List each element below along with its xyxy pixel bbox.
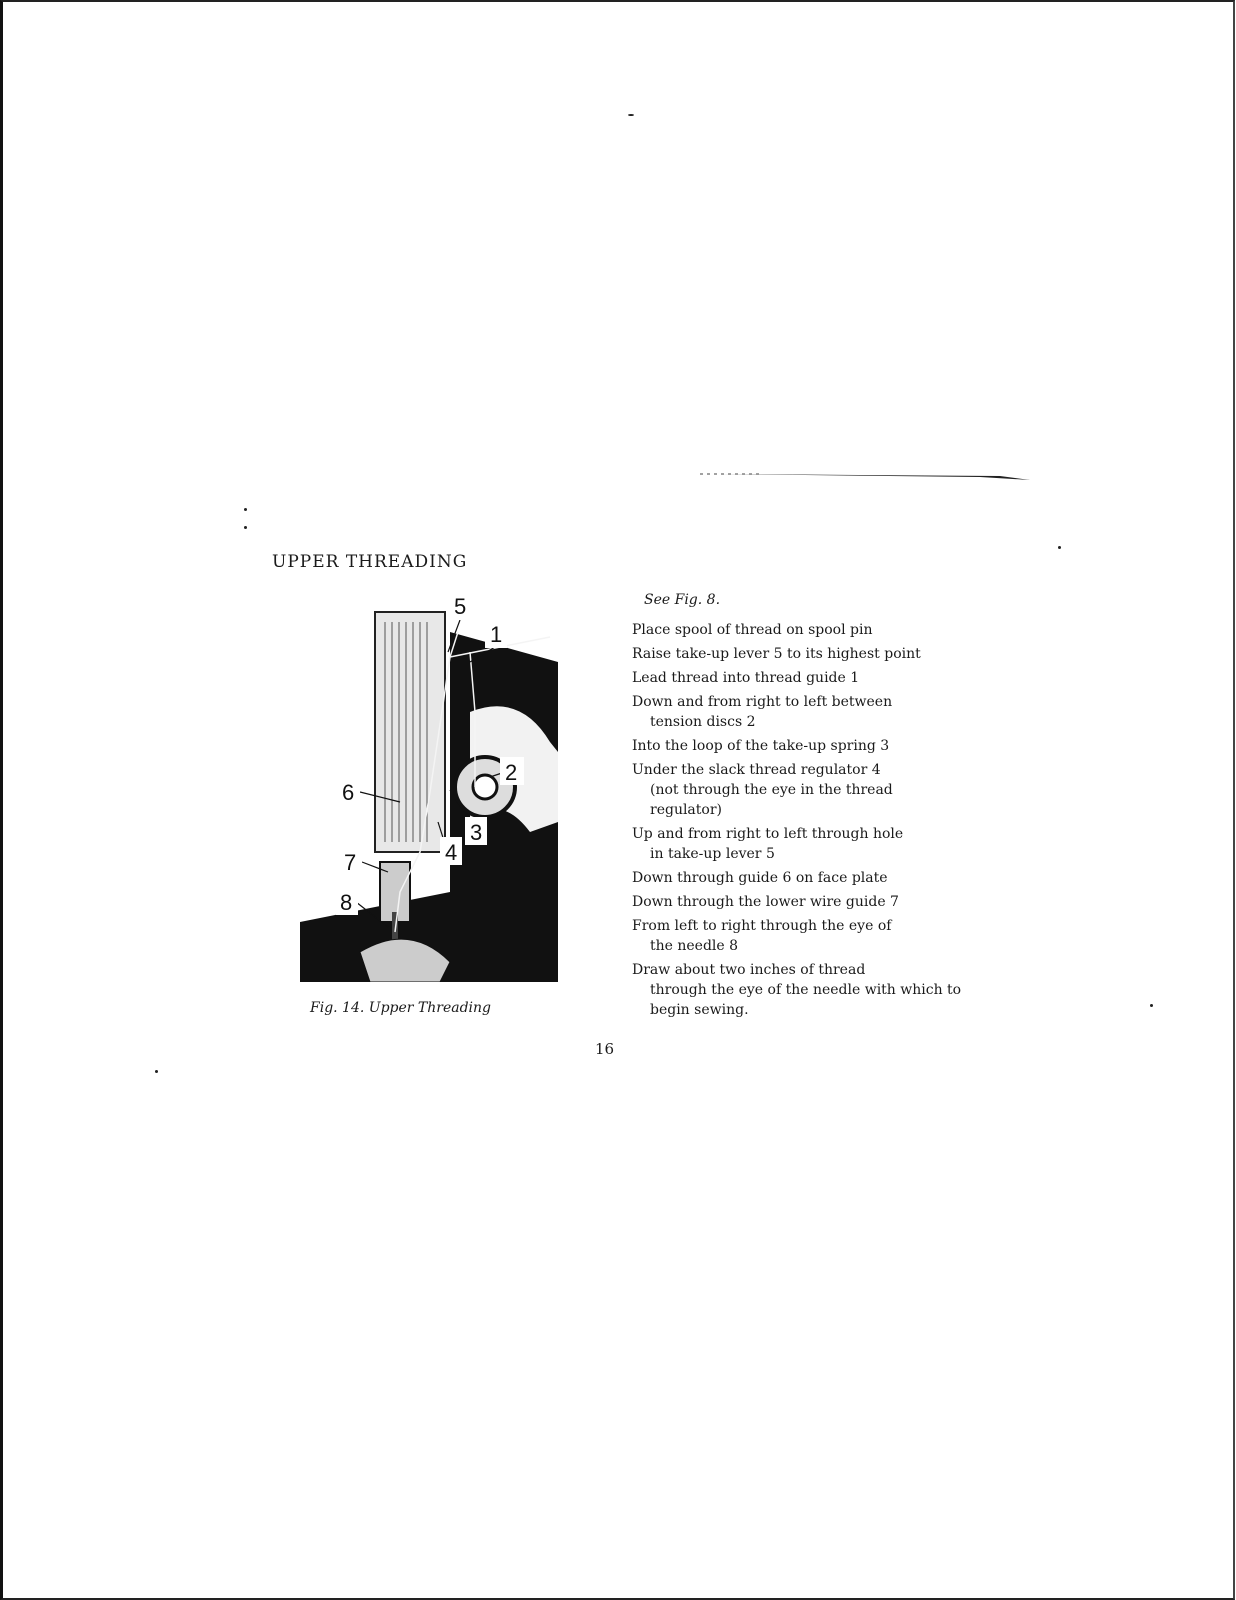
threading-figure [300,592,558,982]
step-continuation: the needle 8 [650,938,739,954]
scan-speck [244,526,247,529]
scan-rule-mark [700,470,1040,482]
callout-4: 4 [445,840,458,865]
step-text: Raise take-up lever 5 to its highest point [632,646,921,662]
sewing-machine-photo [300,592,558,982]
instruction-step [632,692,962,732]
instruction-step [632,892,962,912]
scan-speck [628,114,634,116]
figure-caption: Fig. 14. Upper Threading [310,1000,492,1016]
scan-speck [244,508,247,511]
step-continuation: (not through the eye in the thread regulator) [650,782,893,818]
step-continuation: tension discs 2 [650,714,756,730]
instruction-step [632,668,962,688]
step-text: Lead thread into thread guide 1 [632,670,860,686]
step-text: Place spool of thread on spool pin [632,622,873,638]
page-heading: UPPER THREADING [272,552,468,572]
instruction-step [632,760,962,820]
step-text: Draw about two inches of thread [632,962,866,978]
scan-speck [1150,1004,1153,1007]
step-text: Down through guide 6 on face plate [632,870,888,886]
see-figure-reference: See Fig. 8. [644,592,721,608]
step-text: Up and from right to left through hole [632,826,904,842]
instruction-step [632,620,962,640]
step-text: Down through the lower wire guide 7 [632,894,899,910]
callout-2: 2 [505,760,518,785]
scan-speck [1058,546,1061,549]
instruction-step [632,960,962,1020]
step-text: Under the slack thread regulator 4 [632,762,881,778]
instruction-step [632,868,962,888]
threading-instructions [632,590,962,1024]
instruction-step [632,916,962,956]
step-continuation: through the eye of the needle with which to begin sewing. [650,982,962,1018]
callout-6: 6 [342,780,355,805]
instruction-step [632,824,962,864]
step-continuation: in take-up lever 5 [650,846,775,862]
callout-3: 3 [470,820,483,845]
callout-5: 5 [454,594,467,619]
step-text: Down and from right to left between [632,694,893,710]
callout-7: 7 [344,850,357,875]
callout-1: 1 [490,622,503,647]
callout-8: 8 [340,890,353,915]
step-text: Into the loop of the take-up spring 3 [632,738,890,754]
scan-speck [155,1070,158,1073]
page-number: 16 [595,1040,615,1058]
instruction-step [632,736,962,756]
instruction-step [632,644,962,664]
step-text: From left to right through the eye of [632,918,892,934]
